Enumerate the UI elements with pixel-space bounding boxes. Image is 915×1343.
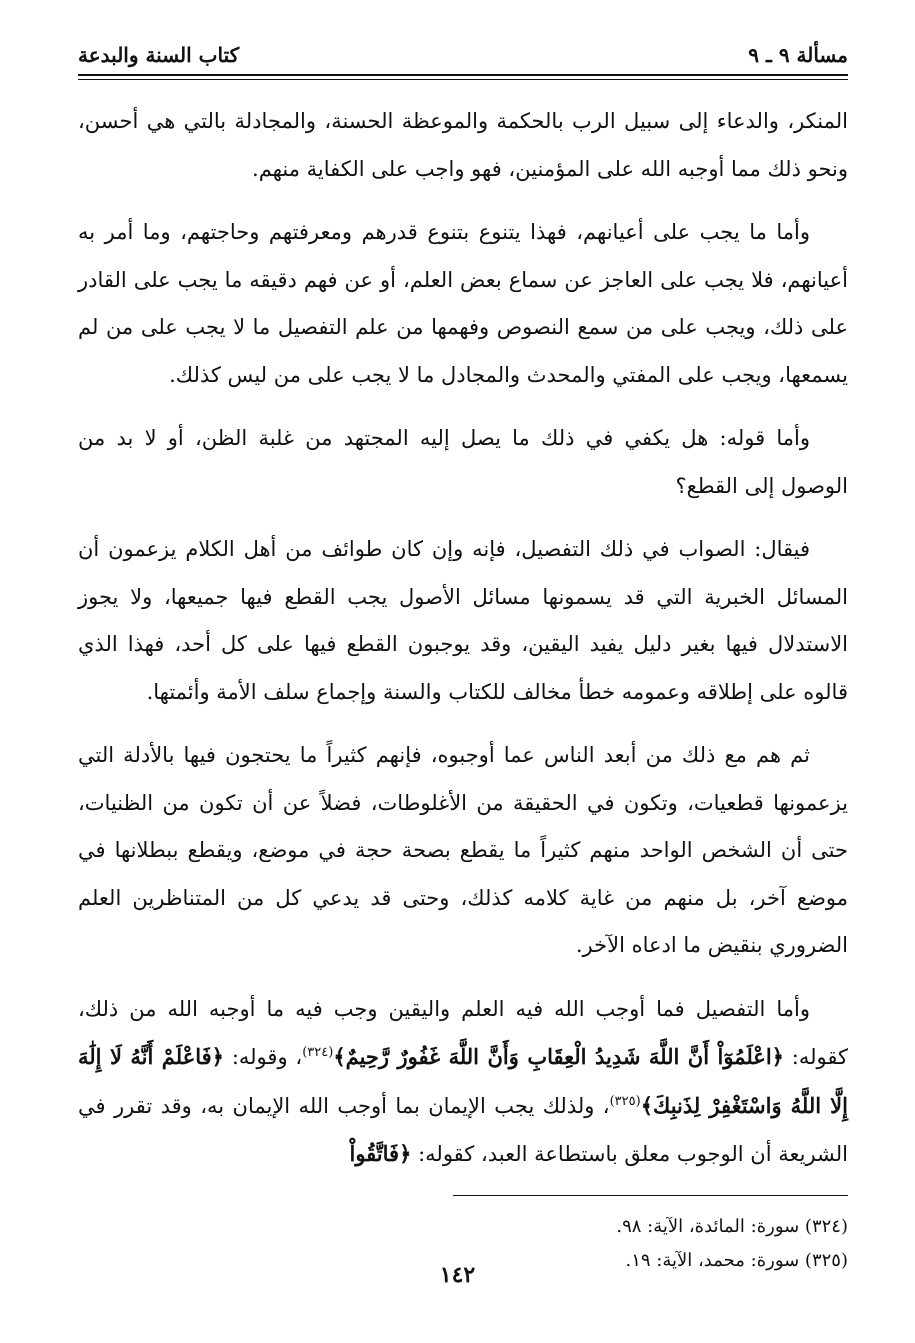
page-number: ١٤٢ <box>439 1262 476 1288</box>
book-page <box>78 38 848 1278</box>
footnote-separator <box>453 1195 848 1196</box>
book-title: كتاب السنة والبدعة <box>78 43 240 67</box>
section-label: مسألة ٩ ـ ٩ <box>748 43 848 67</box>
footnote-325: (٣٢٥) سورة: محمد، الآية: ١٩. <box>625 1249 848 1271</box>
paragraph-6-text-2: ، وقوله: <box>224 1045 303 1069</box>
paragraph-6-text-1: وأما التفصيل فما أوجب الله فيه العلم واليقين وجب فيه ما أوجبه الله من ذلك، كقوله: <box>78 996 849 1069</box>
paragraph-6-text-3: ، ولذلك يجب الإيمان بما أوجب الله الإيمان به، وقد تقرر في الشريعة أن الوجوب معلق باستطاعة العبد، كقوله: <box>78 1093 848 1166</box>
body-text <box>78 98 848 1179</box>
paragraph-5: ثم هم مع ذلك من أبعد الناس عما أوجبوه، فإنهم كثيراً ما يحتجون فيها بالأدلة التي يزعمونها قطعيات، وتكون في الحقيقة من الأغلوطات، فضلاً عن أن تكون من الظنيات، حتى أن الشخص الواحد منهم كثيراً ما يقطع بصحة حجة في موضع، ويقطع ببطلانها في موضع آخر، بل منهم من غاية كلامه كذلك، وحتى قد يدعي كل من المتناظرين العلم الضروري بنقيض ما ادعاه الآخر. <box>78 743 848 957</box>
header-rule <box>78 74 848 80</box>
paragraph-3: وأما قوله: هل يكفي في ذلك ما يصل إليه المجتهد من غلبة الظن، أو لا بد من الوصول إلى القطع؟ <box>78 426 848 498</box>
footnote-ref-324: (٣٢٤) <box>302 1045 334 1060</box>
quran-verse-3: ﴿فَاتَّقُواْ <box>349 1141 412 1166</box>
footnote-324: (٣٢٤) سورة: المائدة، الآية: ٩٨. <box>616 1215 848 1237</box>
running-header <box>78 38 848 72</box>
quran-verse-1: ﴿اعْلَمُوٓاْ أَنَّ اللَّهَ شَدِيدُ الْعِقَابِ وَأَنَّ اللَّهَ غَفُورٌ رَّحِيمٌ﴾ <box>333 1044 784 1069</box>
paragraph-2: وأما ما يجب على أعيانهم، فهذا يتنوع بتنوع قدرهم ومعرفتهم وحاجتهم، وما أمر به أعيانهم، فلا يجب على العاجز عن سماع بعض العلم، أو عن فهم دقيقه ما يجب على القادر على ذلك، ويجب على من سمع النصوص وفهمها من علم التفصيل ما لا يجب على من لم يسمعها، ويجب على المفتي والمحدث والمجادل ما لا يجب على من ليس كذلك. <box>78 220 848 387</box>
paragraph-6 <box>78 986 848 1179</box>
paragraph-4: فيقال: الصواب في ذلك التفصيل، فإنه وإن كان طوائف من أهل الكلام يزعمون أن المسائل الخبرية التي قد يسمونها مسائل الأصول يجب القطع فيها جميعها، ولا يجوز الاستدلال فيها بغير دليل يفيد اليقين، وقد يوجبون القطع فيها على كل أحد، فهذا الذي قالوه على إطلاقه وعمومه خطأ مخالف للكتاب والسنة وإجماع سلف الأمة وأئمتها. <box>78 537 848 704</box>
paragraph-1: المنكر، والدعاء إلى سبيل الرب بالحكمة والموعظة الحسنة، والمجادلة بالتي هي أحسن، ونحو ذلك مما أوجبه الله على المؤمنين، فهو واجب على الكفاية منهم. <box>78 109 848 181</box>
footnote-ref-325: (٣٢٥) <box>609 1093 641 1109</box>
quran-verse-2: ﴿فَاعْلَمْ أَنَّهُ لَا إِلَٰهَ إِلَّا اللَّهُ وَاسْتَغْفِرْ لِذَنبِكَ﴾ <box>78 1044 848 1118</box>
